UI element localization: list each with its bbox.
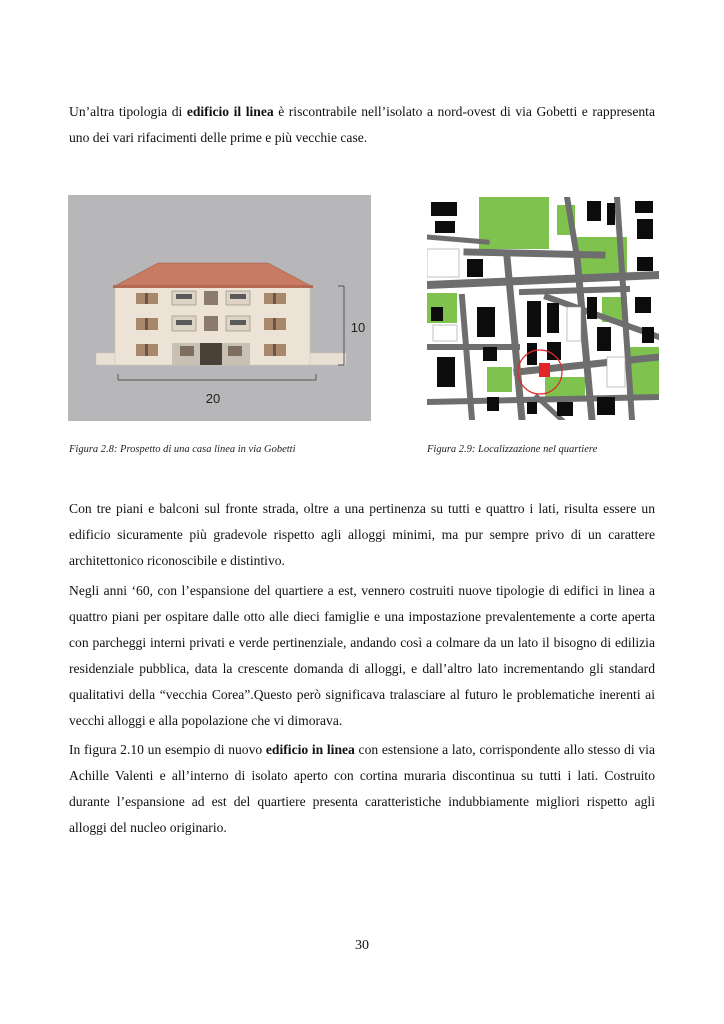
building-elevation-figure xyxy=(68,195,371,421)
height-dimension-label: 10 xyxy=(350,320,366,335)
figure-2-8-caption: Figura 2.8: Prospetto di una casa linea in via Gobetti xyxy=(69,444,296,455)
paragraph-3-bold-term: edificio in linea xyxy=(265,742,355,757)
intro-paragraph: Un’altra tipologia di edificio il linea è riscontrabile nell’isolato a nord-ovest di via Gobetti e rappresenta uno dei vari rifacimenti delle prime e più vecchie case. xyxy=(69,104,655,145)
figure-2-9-caption: Figura 2.9: Localizzazione nel quartiere xyxy=(427,444,598,455)
page-number: 30 xyxy=(355,938,369,953)
intro-bold-term: edificio il linea xyxy=(186,104,274,119)
neighbourhood-map-figure xyxy=(427,197,659,420)
paragraph-2: Negli anni ‘60, con l’espansione del quartiere a est, vennero costruiti nuove tipologie di edifici in linea a quattro piani per ospitare dalle otto alle dieci famiglie e una impostazione prevalentemente a corte aperta con parcheggi interni privati e verde pertinenziale, andando così a colmare da un lato il bisogno di edilizia residenziale pubblica, data la crescente domanda di alloggi, e dall’altro lato incrementando gli standard qualitativi della “vecchia Corea”.Questo però significava tralasciare al futuro le problematiche inerenti ai vecchi alloggi e alla popolazione che vi dimorava. xyxy=(69,583,655,728)
paragraph-1: Con tre piani e balconi sul fronte strada, oltre a una pertinenza su tutti e quattro i lati, risulta essere un edificio sicuramente più gradevole rispetto agli alloggi minimi, ma pur sempre privo di un carattere architettonico riconoscibile e distintivo. xyxy=(69,501,655,568)
width-dimension-label: 20 xyxy=(205,391,221,406)
highlighted-building-marker xyxy=(539,363,550,377)
paragraph-3: In figura 2.10 un esempio di nuovo edificio in linea con estensione a lato, corrispondente allo stesso di via Achille Valenti e all’interno di isolato aperto con cortina muraria discontinua su tutti i lati. Costruito durante l’espansione ad est del quartiere presenta caratteristiche indubbiamente migliori rispetto agli alloggi del nucleo originario. xyxy=(69,742,655,835)
